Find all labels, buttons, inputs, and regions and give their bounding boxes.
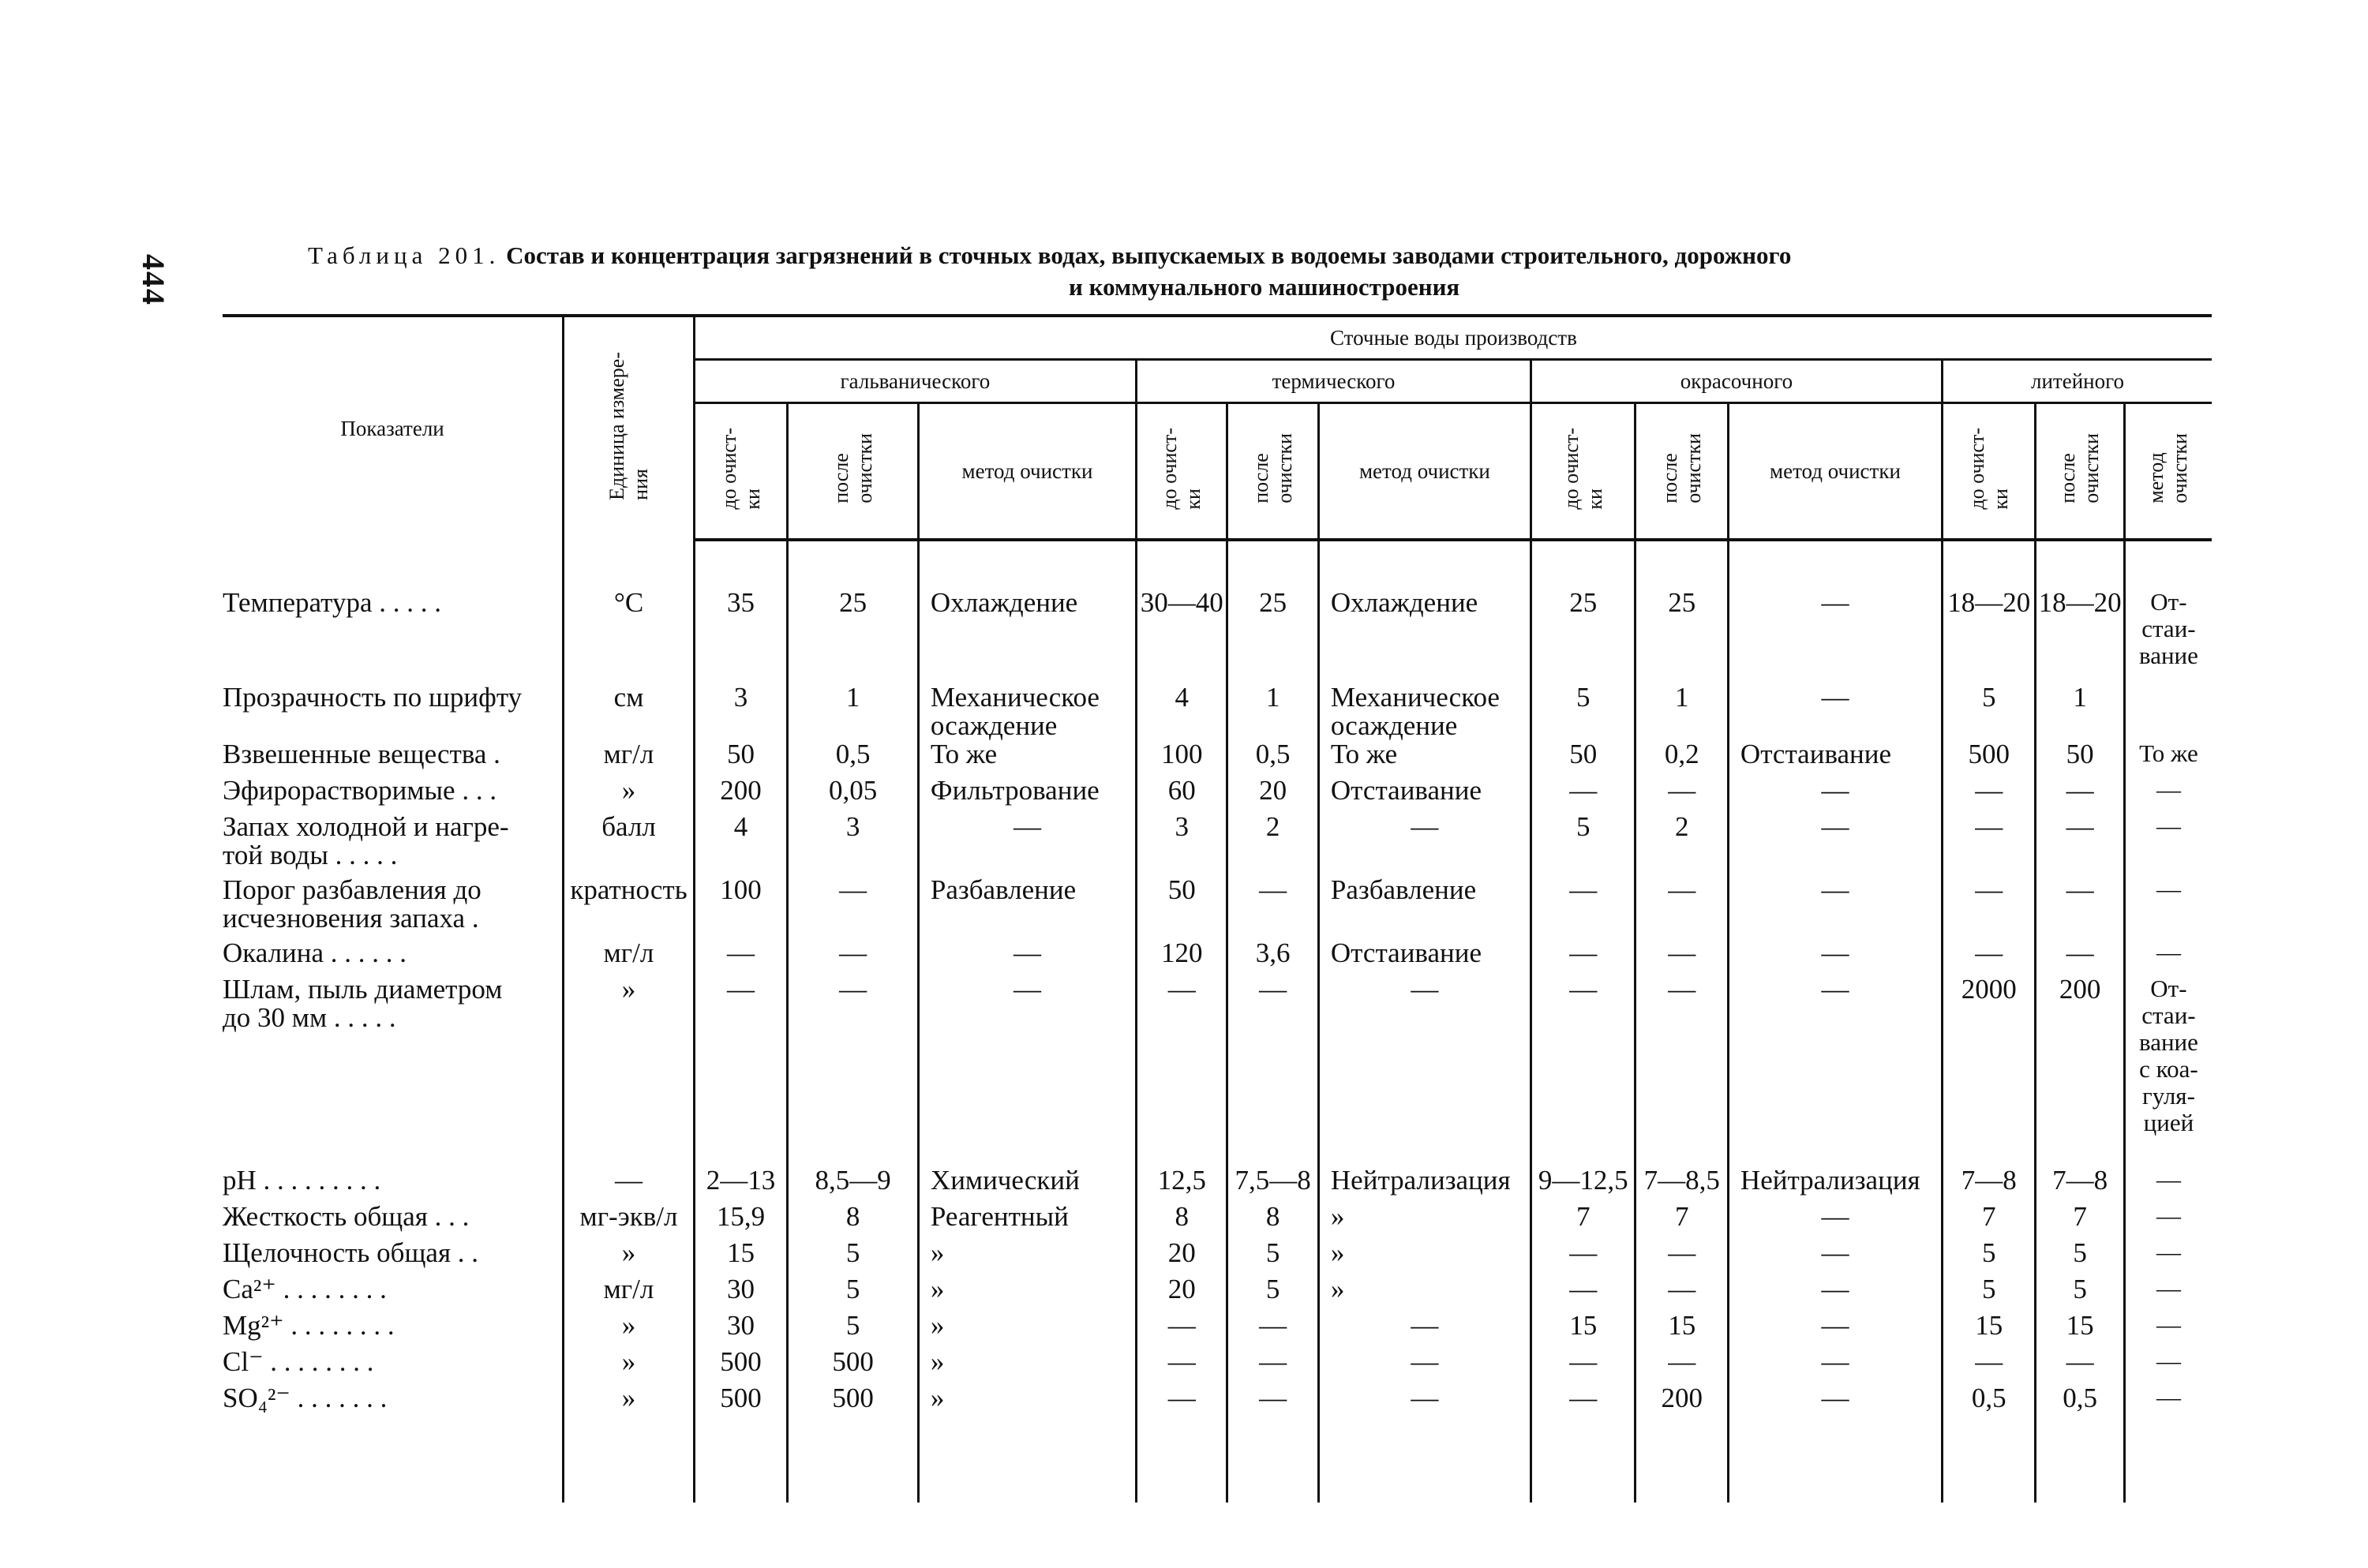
table-row bbox=[223, 589, 2212, 683]
indicator-name: Окалина . . . . . . bbox=[223, 937, 407, 968]
value-cell: 3 bbox=[694, 683, 787, 740]
value-cell: 5 bbox=[1227, 1275, 1318, 1312]
method-cell: » bbox=[1318, 1203, 1531, 1239]
value-cell: 2 bbox=[1635, 813, 1728, 876]
method-cell: То же bbox=[1318, 740, 1531, 777]
value-cell: 15 bbox=[1635, 1312, 1728, 1348]
indicator-name: Порог разбавления до исчезновения запаха . bbox=[223, 874, 481, 934]
spacer-row bbox=[223, 1447, 2212, 1503]
method-cell: Химический bbox=[918, 1166, 1136, 1203]
method-cell: — bbox=[1728, 813, 1942, 876]
table-row bbox=[223, 1384, 2212, 1447]
method-cell: — bbox=[918, 975, 1136, 1166]
value-cell: — bbox=[1635, 1239, 1728, 1275]
value-cell: 15 bbox=[1942, 1312, 2035, 1348]
value-cell: 25 bbox=[1531, 589, 1635, 683]
unit-cell: » bbox=[564, 777, 695, 813]
method-cell: Механическое осаждение bbox=[1318, 683, 1531, 740]
method-cell: — bbox=[2124, 1312, 2212, 1348]
indicator-name: Прозрачность по шрифту bbox=[223, 682, 523, 713]
unit-cell: мг/л bbox=[564, 740, 695, 777]
group-galvanic: гальванического bbox=[694, 360, 1136, 403]
value-cell: 15,9 bbox=[694, 1203, 787, 1239]
method-cell: — bbox=[1728, 589, 1942, 683]
unit-cell: — bbox=[564, 1166, 695, 1203]
table-title-line2: и коммунального машиностроения bbox=[1069, 273, 1460, 301]
method-cell: — bbox=[1318, 975, 1531, 1166]
value-cell: — bbox=[788, 876, 919, 939]
value-cell: — bbox=[1137, 1348, 1227, 1384]
method-cell: » bbox=[1318, 1239, 1531, 1275]
value-cell: — bbox=[1531, 1348, 1635, 1384]
value-cell: 500 bbox=[694, 1348, 787, 1384]
method-cell: — bbox=[2124, 1166, 2212, 1203]
indicator-name: Mg²⁺ . . . . . . . . bbox=[223, 1310, 395, 1341]
value-cell: 20 bbox=[1227, 777, 1318, 813]
method-cell: От- стаи- вание bbox=[2124, 589, 2212, 683]
value-cell: 7 bbox=[2036, 1203, 2124, 1239]
table-row bbox=[223, 1203, 2212, 1239]
method-cell: Разбавление bbox=[918, 876, 1136, 939]
method-cell: — bbox=[1728, 683, 1942, 740]
indicator-name: Эфирорастворимые . . . bbox=[223, 775, 497, 806]
method-cell: — bbox=[2124, 777, 2212, 813]
value-cell: 18—20 bbox=[2036, 589, 2124, 683]
value-cell: — bbox=[1227, 1348, 1318, 1384]
method-cell: — bbox=[1728, 876, 1942, 939]
value-cell: 30 bbox=[694, 1275, 787, 1312]
value-cell: 200 bbox=[1635, 1384, 1728, 1447]
value-cell: — bbox=[1942, 777, 2035, 813]
unit-cell: мг-экв/л bbox=[564, 1203, 695, 1239]
method-cell: — bbox=[2124, 939, 2212, 975]
value-cell: 12,5 bbox=[1137, 1166, 1227, 1203]
value-cell: 15 bbox=[1531, 1312, 1635, 1348]
method-cell: Отстаивание bbox=[1318, 777, 1531, 813]
value-cell: — bbox=[2036, 1348, 2124, 1384]
method-cell: — bbox=[2124, 813, 2212, 876]
method-cell: — bbox=[2124, 1348, 2212, 1384]
value-cell: 200 bbox=[694, 777, 787, 813]
value-cell: — bbox=[1531, 1239, 1635, 1275]
value-cell: 500 bbox=[788, 1348, 919, 1384]
subheader-before: до очист- ки bbox=[1942, 403, 2035, 541]
value-cell: 5 bbox=[2036, 1239, 2124, 1275]
value-cell: 5 bbox=[1942, 1275, 2035, 1312]
method-cell: — bbox=[1728, 1275, 1942, 1312]
table-row bbox=[223, 1239, 2212, 1275]
method-cell: — bbox=[1728, 1312, 1942, 1348]
value-cell: 100 bbox=[1137, 740, 1227, 777]
value-cell: 0,5 bbox=[1942, 1384, 2035, 1447]
value-cell: — bbox=[1227, 1312, 1318, 1348]
method-cell bbox=[2124, 683, 2212, 740]
group-thermal: термического bbox=[1137, 360, 1531, 403]
value-cell: — bbox=[1635, 1348, 1728, 1384]
value-cell: 1 bbox=[788, 683, 919, 740]
subheader-method: метод очистки bbox=[1728, 403, 1942, 541]
method-cell: » bbox=[918, 1384, 1136, 1447]
method-cell: То же bbox=[918, 740, 1136, 777]
value-cell: 35 bbox=[694, 589, 787, 683]
method-cell: — bbox=[2124, 1275, 2212, 1312]
value-cell: 7—8 bbox=[1942, 1166, 2035, 1203]
value-cell: 4 bbox=[1137, 683, 1227, 740]
method-cell: — bbox=[1728, 975, 1942, 1166]
value-cell: 60 bbox=[1137, 777, 1227, 813]
table-row bbox=[223, 813, 2212, 876]
value-cell: 50 bbox=[694, 740, 787, 777]
table-row bbox=[223, 1348, 2212, 1384]
method-cell: Реагентный bbox=[918, 1203, 1136, 1239]
table-row bbox=[223, 683, 2212, 740]
value-cell: 5 bbox=[788, 1239, 919, 1275]
value-cell: 5 bbox=[1227, 1239, 1318, 1275]
method-cell: От- стаи- вание с коа- гуля- цией bbox=[2124, 975, 2212, 1166]
value-cell: — bbox=[1942, 876, 2035, 939]
table-row bbox=[223, 939, 2212, 975]
indicator-name: SO₄²⁻ . . . . . . . bbox=[223, 1383, 388, 1413]
method-cell: — bbox=[1318, 1348, 1531, 1384]
value-cell: — bbox=[1942, 939, 2035, 975]
method-cell: Отстаивание bbox=[1728, 740, 1942, 777]
value-cell: 5 bbox=[1942, 683, 2035, 740]
value-cell: — bbox=[2036, 876, 2124, 939]
value-cell: — bbox=[1942, 1348, 2035, 1384]
page-number: 444 bbox=[136, 254, 171, 306]
value-cell: 50 bbox=[2036, 740, 2124, 777]
method-cell: Фильтрование bbox=[918, 777, 1136, 813]
value-cell: — bbox=[1137, 1384, 1227, 1447]
value-cell: 0,5 bbox=[1227, 740, 1318, 777]
value-cell: — bbox=[694, 975, 787, 1166]
indicator-name: Запах холодной и нагре- той воды . . . . . bbox=[223, 811, 509, 870]
unit-cell: » bbox=[564, 1348, 695, 1384]
value-cell: 500 bbox=[694, 1384, 787, 1447]
method-cell: — bbox=[1728, 1239, 1942, 1275]
value-cell: — bbox=[1137, 975, 1227, 1166]
unit-cell: » bbox=[564, 1384, 695, 1447]
value-cell: — bbox=[2036, 777, 2124, 813]
value-cell: — bbox=[1227, 876, 1318, 939]
value-cell: 120 bbox=[1137, 939, 1227, 975]
method-cell: » bbox=[918, 1275, 1136, 1312]
method-cell: — bbox=[2124, 1203, 2212, 1239]
header-wastewater: Сточные воды производств bbox=[694, 316, 2212, 360]
method-cell: — bbox=[1728, 1384, 1942, 1447]
value-cell: 0,2 bbox=[1635, 740, 1728, 777]
value-cell: 2—13 bbox=[694, 1166, 787, 1203]
unit-cell: балл bbox=[564, 813, 695, 876]
value-cell: 1 bbox=[2036, 683, 2124, 740]
value-cell: — bbox=[1227, 1384, 1318, 1447]
value-cell: 7,5—8 bbox=[1227, 1166, 1318, 1203]
table-row bbox=[223, 1166, 2212, 1203]
indicator-name: Температура . . . . . bbox=[223, 587, 441, 618]
value-cell: 3,6 bbox=[1227, 939, 1318, 975]
header-indicators: Показатели bbox=[223, 316, 564, 540]
value-cell: — bbox=[1635, 975, 1728, 1166]
subheader-after: после очистки bbox=[1635, 403, 1728, 541]
method-cell: — bbox=[1318, 1384, 1531, 1447]
value-cell: — bbox=[1635, 1275, 1728, 1312]
method-cell: » bbox=[1318, 1275, 1531, 1312]
method-cell: — bbox=[1728, 1348, 1942, 1384]
value-cell: 15 bbox=[2036, 1312, 2124, 1348]
value-cell: — bbox=[1942, 813, 2035, 876]
value-cell: 7 bbox=[1531, 1203, 1635, 1239]
value-cell: — bbox=[694, 939, 787, 975]
value-cell: 0,5 bbox=[2036, 1384, 2124, 1447]
indicator-name: Cl⁻ . . . . . . . . bbox=[223, 1346, 374, 1377]
indicator-name: Взвешенные вещества . bbox=[223, 739, 500, 769]
method-cell: » bbox=[918, 1239, 1136, 1275]
indicator-name: Шлам, пыль диаметром до 30 мм . . . . . bbox=[223, 974, 503, 1033]
value-cell: — bbox=[1137, 1312, 1227, 1348]
unit-cell: мг/л bbox=[564, 1275, 695, 1312]
value-cell: 5 bbox=[1531, 813, 1635, 876]
method-cell: » bbox=[918, 1348, 1136, 1384]
value-cell: 7 bbox=[1635, 1203, 1728, 1239]
value-cell: 25 bbox=[1227, 589, 1318, 683]
value-cell: 500 bbox=[1942, 740, 2035, 777]
value-cell: 8 bbox=[788, 1203, 919, 1239]
value-cell: 8 bbox=[1227, 1203, 1318, 1239]
value-cell: — bbox=[2036, 813, 2124, 876]
value-cell: 8 bbox=[1137, 1203, 1227, 1239]
subheader-after: после очистки bbox=[1227, 403, 1318, 541]
value-cell: 4 bbox=[694, 813, 787, 876]
value-cell: 20 bbox=[1137, 1239, 1227, 1275]
subheader-before: до очист- ки bbox=[694, 403, 787, 541]
subheader-after: после очистки bbox=[2036, 403, 2124, 541]
method-cell: — bbox=[918, 939, 1136, 975]
method-cell: Нейтрализация bbox=[1318, 1166, 1531, 1203]
indicator-name: Щелочность общая . . bbox=[223, 1237, 479, 1268]
method-cell: Разбавление bbox=[1318, 876, 1531, 939]
subheader-before: до очист- ки bbox=[1137, 403, 1227, 541]
method-cell: Нейтрализация bbox=[1728, 1166, 1942, 1203]
table-row bbox=[223, 777, 2212, 813]
unit-cell: см bbox=[564, 683, 695, 740]
method-cell: То же bbox=[2124, 740, 2212, 777]
value-cell: 25 bbox=[1635, 589, 1728, 683]
method-cell: — bbox=[1318, 813, 1531, 876]
value-cell: — bbox=[788, 939, 919, 975]
value-cell: 25 bbox=[788, 589, 919, 683]
indicator-name: Жесткость общая . . . bbox=[223, 1201, 470, 1232]
method-cell: — bbox=[1318, 1312, 1531, 1348]
value-cell: — bbox=[788, 975, 919, 1166]
value-cell: 2 bbox=[1227, 813, 1318, 876]
value-cell: 200 bbox=[2036, 975, 2124, 1166]
value-cell: 3 bbox=[788, 813, 919, 876]
value-cell: 7—8 bbox=[2036, 1166, 2124, 1203]
method-cell: — bbox=[2124, 1239, 2212, 1275]
unit-cell: °С bbox=[564, 589, 695, 683]
value-cell: 7 bbox=[1942, 1203, 2035, 1239]
table-title-text: Состав и концентрация загрязнений в сточных водах, выпускаемых в водоемы заводами строительного, дорожного bbox=[506, 241, 1792, 269]
table-label: Таблица 201. bbox=[308, 241, 500, 269]
value-cell: — bbox=[1531, 975, 1635, 1166]
value-cell: — bbox=[1531, 777, 1635, 813]
method-cell: Отстаивание bbox=[1318, 939, 1531, 975]
value-cell: — bbox=[1635, 939, 1728, 975]
subheader-method: метод очистки bbox=[918, 403, 1136, 541]
table-row bbox=[223, 1275, 2212, 1312]
method-cell: — bbox=[1728, 1203, 1942, 1239]
value-cell: 50 bbox=[1137, 876, 1227, 939]
value-cell: 30 bbox=[694, 1312, 787, 1348]
method-cell: — bbox=[918, 813, 1136, 876]
unit-cell: » bbox=[564, 975, 695, 1166]
value-cell: 0,05 bbox=[788, 777, 919, 813]
value-cell: 5 bbox=[788, 1275, 919, 1312]
value-cell: — bbox=[1531, 939, 1635, 975]
value-cell: 5 bbox=[1942, 1239, 2035, 1275]
unit-cell: кратность bbox=[564, 876, 695, 939]
method-cell: Охлаждение bbox=[1318, 589, 1531, 683]
table-row bbox=[223, 876, 2212, 939]
subheader-method: метод очистки bbox=[2124, 403, 2212, 541]
indicator-name: Ca²⁺ . . . . . . . . bbox=[223, 1274, 387, 1304]
table-row bbox=[223, 740, 2212, 777]
header-unit: Единица измере- ния bbox=[564, 316, 695, 540]
value-cell: 9—12,5 bbox=[1531, 1166, 1635, 1203]
method-cell: — bbox=[1728, 939, 1942, 975]
value-cell: 100 bbox=[694, 876, 787, 939]
method-cell: — bbox=[1728, 777, 1942, 813]
method-cell: Механическое осаждение bbox=[918, 683, 1136, 740]
value-cell: 20 bbox=[1137, 1275, 1227, 1312]
method-cell: Охлаждение bbox=[918, 589, 1136, 683]
value-cell: 18—20 bbox=[1942, 589, 2035, 683]
subheader-before: до очист- ки bbox=[1531, 403, 1635, 541]
table-row bbox=[223, 975, 2212, 1166]
value-cell: 15 bbox=[694, 1239, 787, 1275]
value-cell: — bbox=[1227, 975, 1318, 1166]
group-painting: окрасочного bbox=[1531, 360, 1942, 403]
pollution-table bbox=[223, 314, 2212, 1503]
table-row bbox=[223, 1312, 2212, 1348]
table-title bbox=[308, 240, 2202, 303]
value-cell: 30—40 bbox=[1137, 589, 1227, 683]
unit-cell: мг/л bbox=[564, 939, 695, 975]
value-cell: 2000 bbox=[1942, 975, 2035, 1166]
value-cell: 5 bbox=[1531, 683, 1635, 740]
value-cell: 5 bbox=[788, 1312, 919, 1348]
value-cell: 1 bbox=[1227, 683, 1318, 740]
spacer-row bbox=[223, 540, 2212, 589]
value-cell: 50 bbox=[1531, 740, 1635, 777]
indicator-name: pH . . . . . . . . . bbox=[223, 1165, 381, 1196]
value-cell: 0,5 bbox=[788, 740, 919, 777]
method-cell: — bbox=[2124, 1384, 2212, 1447]
unit-cell: » bbox=[564, 1312, 695, 1348]
subheader-method: метод очистки bbox=[1318, 403, 1531, 541]
value-cell: — bbox=[1531, 1384, 1635, 1447]
value-cell: — bbox=[1531, 1275, 1635, 1312]
method-cell: » bbox=[918, 1312, 1136, 1348]
value-cell: 500 bbox=[788, 1384, 919, 1447]
value-cell: 8,5—9 bbox=[788, 1166, 919, 1203]
method-cell: — bbox=[2124, 876, 2212, 939]
value-cell: 5 bbox=[2036, 1275, 2124, 1312]
value-cell: 7—8,5 bbox=[1635, 1166, 1728, 1203]
value-cell: 1 bbox=[1635, 683, 1728, 740]
value-cell: — bbox=[2036, 939, 2124, 975]
unit-cell: » bbox=[564, 1239, 695, 1275]
value-cell: — bbox=[1635, 876, 1728, 939]
value-cell: — bbox=[1531, 876, 1635, 939]
group-foundry: литейного bbox=[1942, 360, 2212, 403]
value-cell: — bbox=[1635, 777, 1728, 813]
value-cell: 3 bbox=[1137, 813, 1227, 876]
subheader-after: после очистки bbox=[788, 403, 919, 541]
